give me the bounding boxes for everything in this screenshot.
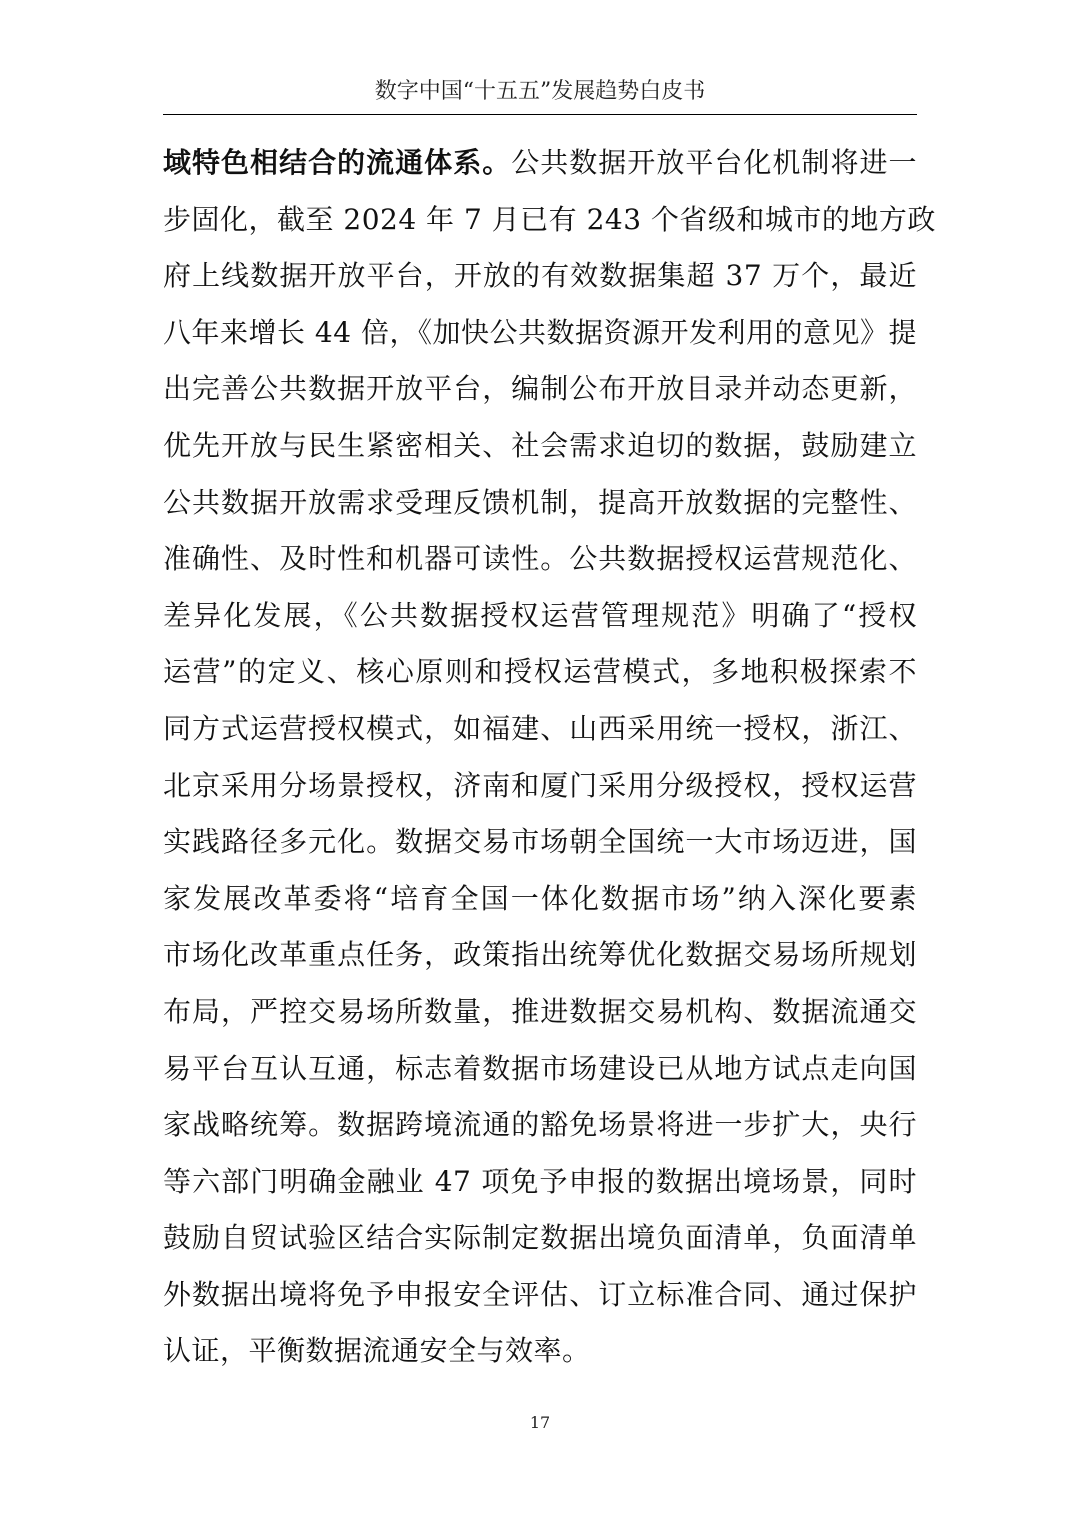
paragraph-line-5: 出完善公共数据开放平台，编制公布开放目录并动态更新， bbox=[163, 372, 917, 406]
paragraph-line-18: 家战略统筹。数据跨境流通的豁免场景将进一步扩大，央行 bbox=[163, 1108, 917, 1142]
paragraph-line-3: 府上线数据开放平台，开放的有效数据集超 37 万个，最近 bbox=[163, 259, 917, 293]
paragraph-line-22: 认证，平衡数据流通安全与效率。 bbox=[163, 1334, 591, 1368]
paragraph-line-10: 运营”的定义、核心原则和授权运营模式，多地积极探索不 bbox=[163, 655, 917, 689]
paragraph-line-7: 公共数据开放需求受理反馈机制，提高开放数据的完整性、 bbox=[163, 485, 917, 519]
running-header: 数字中国“十五五”发展趋势白皮书 bbox=[374, 79, 706, 104]
bold-lead-phrase: 域特色相结合的流通体系。 bbox=[163, 146, 512, 179]
page-number: 17 bbox=[529, 1413, 551, 1432]
line-text: 公共数据开放平台化机制将进一 bbox=[511, 146, 917, 179]
paragraph-line-19: 等六部门明确金融业 47 项免予申报的数据出境场景，同时 bbox=[163, 1164, 917, 1198]
paragraph-line-9: 差异化发展，《公共数据授权运营管理规范》明确了“授权 bbox=[163, 598, 917, 632]
paragraph-line-16: 布局，严控交易场所数量，推进数据交易机构、数据流通交 bbox=[163, 994, 917, 1028]
paragraph-line-21: 外数据出境将免予申报安全评估、订立标准合同、通过保护 bbox=[163, 1277, 917, 1311]
paragraph-line-11: 同方式运营授权模式，如福建、山西采用统一授权，浙江、 bbox=[163, 711, 917, 745]
paragraph-line-1 bbox=[163, 135, 917, 192]
header-divider bbox=[163, 114, 917, 115]
paragraph-line-6: 优先开放与民生紧密相关、社会需求迫切的数据，鼓励建立 bbox=[163, 428, 917, 462]
paragraph-line-8: 准确性、及时性和机器可读性。公共数据授权运营规范化、 bbox=[163, 542, 917, 576]
paragraph-line-20: 鼓励自贸试验区结合实际制定数据出境负面清单，负面清单 bbox=[163, 1221, 917, 1255]
paragraph-line-14: 家发展改革委将“培育全国一体化数据市场”纳入深化要素 bbox=[163, 881, 917, 915]
paragraph-line-4: 八年来增长 44 倍，《加快公共数据资源开发利用的意见》提 bbox=[163, 315, 917, 349]
paragraph-line-15: 市场化改革重点任务，政策指出统筹优化数据交易场所规划 bbox=[163, 938, 917, 972]
paragraph-line-2: 步固化，截至 2024 年 7 月已有 243 个省级和城市的地方政 bbox=[163, 202, 936, 236]
paragraph-line-13: 实践路径多元化。数据交易市场朝全国统一大市场迈进，国 bbox=[163, 825, 917, 859]
paragraph-line-12: 北京采用分场景授权，济南和厦门采用分级授权，授权运营 bbox=[163, 768, 917, 802]
paragraph-line-17: 易平台互认互通，标志着数据市场建设已从地方试点走向国 bbox=[163, 1051, 917, 1085]
body-text bbox=[163, 135, 936, 1380]
